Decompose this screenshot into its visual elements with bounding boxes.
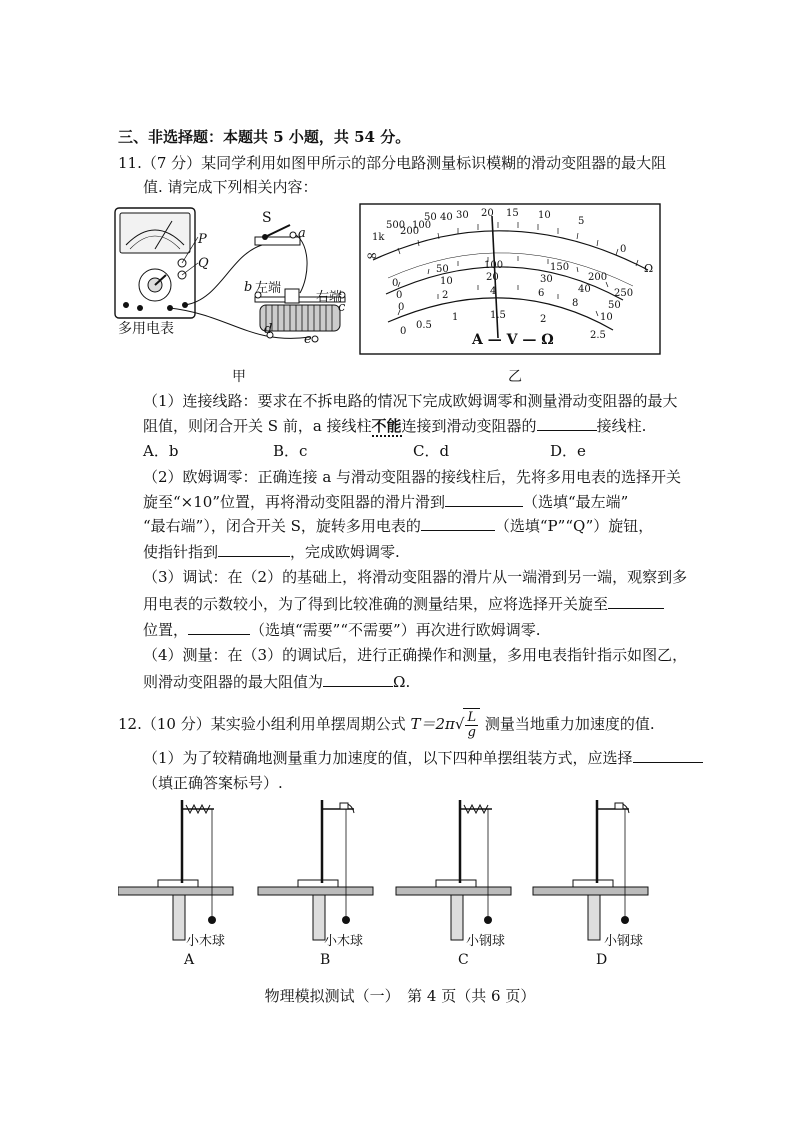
setup-a-label[interactable]: A (184, 952, 195, 968)
scale-omega-tick: 5 (578, 216, 585, 227)
scale-omega-tick: 10 (538, 210, 551, 221)
scale-dc2-tick: 0 (396, 290, 403, 301)
scale-omega-tick: 40 (440, 212, 453, 223)
scale-dc2-tick: 20 (486, 272, 499, 283)
formula-fraction (465, 711, 478, 740)
q11-stem-line2: 值. 请完成下列相关内容： (143, 178, 318, 196)
scale-units: A — V — Ω (472, 332, 554, 348)
fig-jia-label: 甲 (232, 369, 246, 385)
scale-dc3-tick: 4 (490, 286, 497, 297)
label-d: d (264, 322, 273, 337)
q11-p2-text: 旋至“×10”位置，再将滑动变阻器的滑片滑到 (143, 493, 445, 511)
scale-dc-tick: 50 (436, 264, 449, 275)
label-e: e (304, 332, 312, 347)
formula-lhs: T＝2π (410, 715, 455, 733)
scale-ac-tick: 2 (540, 314, 547, 325)
label-c: c (338, 300, 346, 315)
setup-d-ball: 小钢球 (604, 934, 644, 949)
answer-blank[interactable] (188, 618, 250, 635)
scale-omega-tick: 15 (506, 208, 519, 219)
scale-ac-tick: 0 (400, 326, 407, 337)
q12-p1-text: （1）为了较精确地测量重力加速度的值，以下四种单摆组装方式，应选择 (143, 749, 633, 767)
scale-dc-tick: 150 (550, 262, 570, 273)
label-q: Q (198, 256, 209, 271)
formula (410, 709, 485, 740)
q11-p3-line2 (143, 592, 664, 615)
scale-omega-tick: 30 (456, 210, 469, 221)
q11-p3-text: （选填“需要”“不需要”）再次进行欧姆调零. (250, 621, 541, 639)
scale-omega-tick: 200 (400, 226, 420, 237)
setup-a-ball: 小木球 (186, 934, 226, 949)
scale-omega-tick: ∞ (366, 248, 378, 264)
scale-dc-tick: 200 (588, 272, 608, 283)
scale-dc3-tick: 6 (538, 288, 545, 299)
scale-omega-tick: 0 (620, 244, 627, 255)
q11-p2-line4 (143, 540, 400, 563)
multimeter-icon (115, 208, 195, 318)
sqrt-body (463, 708, 480, 740)
scale-dc2-tick: 10 (440, 276, 453, 287)
scale-dc-tick: 100 (484, 260, 504, 271)
setup-c-label[interactable]: C (458, 952, 469, 968)
fig-yi-label: 乙 (508, 369, 522, 385)
q11-p4-text: Ω. (393, 673, 411, 691)
switch-icon (255, 225, 300, 245)
scale-ac-tick: 0.5 (416, 320, 432, 331)
q12-text: 测量当地重力加速度的值. (484, 715, 655, 733)
q11-p2-text: （选填“最左端” (523, 493, 629, 511)
formula-den: g (467, 724, 476, 740)
answer-blank[interactable] (421, 514, 495, 531)
q11-p2-text: “最右端”），闭合开关 S，旋转多用电表的 (143, 517, 421, 535)
q11-p3-text: 用电表的示数较小，为了得到比较准确的测量结果，应将选择开关旋至 (143, 595, 609, 613)
scale-omega-tick: 500 (386, 220, 406, 231)
scale-dc3-tick: 8 (572, 298, 579, 309)
page-footer: 物理模拟测试（一） 第 4 页（共 6 页） (264, 987, 536, 1005)
setup-b (258, 800, 373, 940)
option-d[interactable]: D．e (550, 442, 586, 460)
q11-p2-text: （选填“P”“Q”）旋钮， (494, 517, 654, 535)
scale-omega-tick: 50 (424, 212, 437, 223)
answer-blank[interactable] (633, 746, 703, 763)
label-right-end: 右端 (316, 290, 343, 305)
setup-a (118, 800, 233, 940)
answer-blank[interactable] (218, 540, 290, 557)
q12-p1-line2: （填正确答案标号）. (143, 774, 283, 792)
scale-dc-tick: 0 (392, 278, 399, 289)
q11-p4-text: 则滑动变阻器的最大阻值为 (143, 673, 324, 691)
q11-stem-line1: 11.（7 分）某同学利用如图甲所示的部分电路测量标识模糊的滑动变阻器的最大阻 (118, 154, 667, 172)
label-b: b (244, 280, 253, 295)
q11-p1-emph: 不能 (371, 417, 402, 435)
answer-blank[interactable] (608, 592, 664, 609)
q11-p1-text-d: 接线柱. (596, 417, 647, 435)
answer-blank[interactable] (323, 670, 393, 687)
q11-p4-line2 (143, 670, 410, 693)
answer-blank[interactable] (537, 414, 597, 431)
q11-p1-line1: （1）连接线路：要求在不拆电路的情况下完成欧姆调零和测量滑动变阻器的最大 (143, 392, 678, 410)
setup-b-ball: 小木球 (324, 934, 364, 949)
label-p: P (198, 232, 207, 247)
section-heading: 三、非选择题：本题共 5 小题，共 54 分。 (118, 128, 411, 146)
q11-p2-line3 (143, 514, 653, 537)
label-left-end: 左端 (255, 281, 282, 296)
setup-d-label[interactable]: D (596, 952, 608, 968)
q11-p3-line1: （3）调试：在（2）的基础上，将滑动变阻器的滑片从一端滑到另一端，观察到多 (143, 568, 688, 586)
scale-dc3-tick: 2 (442, 290, 449, 301)
q12-p1-line1 (143, 746, 703, 769)
scale-ac-tick: 1 (452, 312, 459, 323)
scale-dc2-tick: 50 (608, 300, 621, 311)
pendulum-setups (118, 795, 678, 945)
q12-text: 12.（10 分）某实验小组利用单摆周期公式 (118, 715, 406, 733)
omega-unit: Ω (644, 262, 654, 275)
q11-p2-text: ，完成欧姆调零. (290, 543, 400, 561)
formula-num: L (467, 709, 477, 725)
option-b[interactable]: B．c (273, 442, 308, 460)
setup-b-label[interactable]: B (320, 952, 331, 968)
scale-omega-tick: 1k (372, 232, 385, 243)
scale-omega-tick: 100 (412, 220, 432, 231)
q11-p2-line1: （2）欧姆调零：正确连接 a 与滑动变阻器的接线柱后，先将多用电表的选择开关 (143, 468, 682, 486)
q11-p1-text-c: 连接到滑动变阻器的 (401, 417, 537, 435)
scale-omega-tick: 20 (481, 208, 494, 219)
scale-dc3-tick: 0 (398, 302, 405, 313)
scale-dc3-tick: 10 (600, 312, 613, 323)
option-a[interactable]: A．b (143, 442, 179, 460)
q11-p3-text: 位置， (143, 621, 189, 639)
scale-ac-tick: 2.5 (590, 330, 606, 341)
sqrt-sign: √ (454, 715, 465, 733)
setup-c-ball: 小钢球 (466, 934, 506, 949)
scale-dc2-tick: 30 (540, 274, 553, 285)
label-a: a (298, 226, 306, 241)
setup-d (533, 800, 648, 940)
multimeter-label: 多用电表 (118, 321, 174, 337)
q11-p2-line2 (143, 490, 628, 513)
q11-p1-line2 (143, 414, 646, 437)
setup-c (396, 800, 511, 940)
scale-ac-tick: 1.5 (490, 310, 506, 321)
answer-blank[interactable] (445, 490, 523, 507)
q11-p3-line3 (143, 618, 540, 641)
q11-p4-line1: （4）测量：在（3）的调试后，进行正确操作和测量，多用电表指针指示如图乙， (143, 646, 688, 664)
q11-p2-text: 使指针指到 (143, 543, 219, 561)
label-s: S (262, 210, 272, 226)
option-c[interactable]: C．d (413, 442, 450, 460)
q12-stem (118, 708, 655, 740)
scale-dc-tick: 250 (614, 288, 634, 299)
scale-dc2-tick: 40 (578, 284, 591, 295)
q11-p1-text-a: 阻值，则闭合开关 S 前，a 接线柱 (143, 417, 372, 435)
